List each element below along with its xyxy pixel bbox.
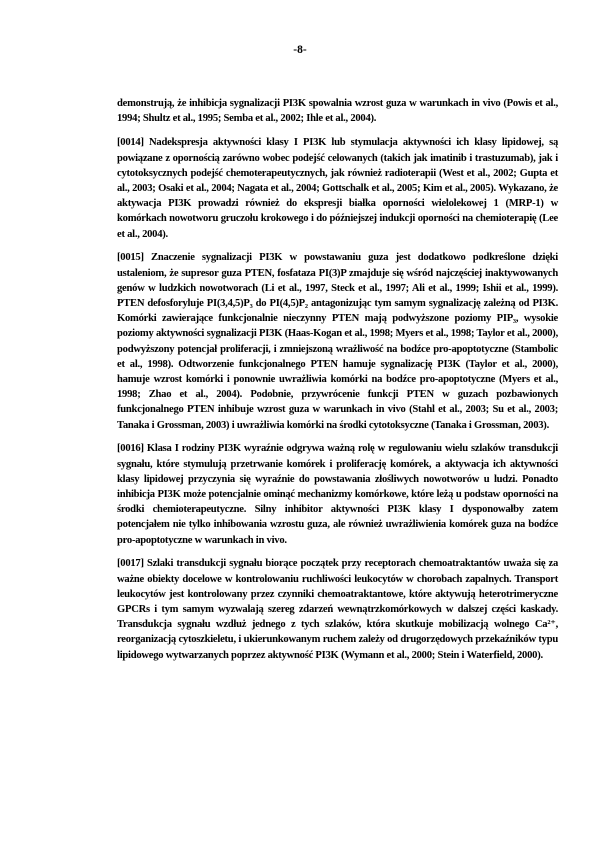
- paragraph-0015: [0015] Znaczenie sygnalizacji PI3K w powstawaniu guza jest dodatkowo podkreślone dzięki ustaleniom, że supresor guza PTEN, fosfataza PI(3)P zmajduje się wśród najczęściej inaktywowanych genów w ludzkich nowotworach (Li et al., 1997, Steck et al., 1997; Ali et al., 1999; Ishii et al., 1999). PTEN defosforyluje PI(3,4,5)P₃ do PI(4,5)P₂ antagonizując tym samym sygnalizację zależną od PI3K. Komórki zawierające funkcjonalnie nieczynny PTEN mają podwyższone poziomy PIP₃, wysokie poziomy aktywności sygnalizacji PI3K (Haas-Kogan et al., 1998; Myers et al., 1998; Taylor et al., 2000), podwyższony potencjał proliferacji, i zmniejszoną wrażliwość na bodźce pro-apoptotyczne (Stambolic et al., 1998). Odtworzenie funkcjonalnego PTEN hamuje sygnalizację PI3K (Taylor et al., 2000), hamuje wzrost komórki i ponownie uwrażliwia komórki na bodźce pro-apoptotyczne (Myers et al., 1998; Zhao et al., 2004). Podobnie, przywrócenie funkcji PTEN w guzach pozbawionych funkcjonalnego PTEN inhibuje wzrost guza w warunkach in vivo (Stahl et al., 2003; Su et al., 2003; Tanaka i Grossman, 2003) i uwrażliwia komórki na środki cytotoksyczne (Tanaka i Grossman, 2003).: [117, 252, 558, 431]
- page-number: -8-: [293, 44, 307, 56]
- paragraph-0014: [0014] Nadekspresja aktywności klasy I PI3K lub stymulacja aktywności ich klasy lipidowej, są powiązane z opornością zarówno wobec podejść celowanych (takich jak imatinib i trastuzumab), jak i cytotoksycznych podejść chemoterapeutycznych, jak również radioterapii (West et al., 2002; Gupta et al., 2003; Osaki et al., 2004; Nagata et al., 2004; Gottschalk et al., 2005; Kim et al., 2005). Wykazano, że aktywacja PI3K prowadzi również do ekspresji białka oporności wielolekowej 1 (MRP-1) w komórkach nowotworu gruczołu krokowego i do późniejszej indukcji oporności na chemioterapię (Lee et al., 2004).: [117, 137, 558, 240]
- document-body: [117, 96, 558, 671]
- paragraph-0017: [0017] Szlaki transdukcji sygnału biorące początek przy receptorach chemoatraktantów uważa się za ważne obiekty docelowe w kontrolowaniu ruchliwości leukocytów w chorobach zapalnych. Transport leukocytów jest kontrolowany przez czynniki chemoatraktantowe, które aktywują heterotrimeryczne GPCRs i tym samym wyzwalają szereg zdarzeń wewnątrzkomórkowych w dalszej części kaskady. Transdukcja sygnału wzdłuż jednego z tych szlaków, która skutkuje mobilizacją wolnego Ca²⁺, reorganizacją cytoszkieletu, i ukierunkowanym ruchem zależy od drugorzędowych przekaźników typu lipidowego wytwarzanych poprzez aktywność PI3K (Wymann et al., 2000; Stein i Waterfield, 2000).: [117, 558, 558, 661]
- paragraph-intro: demonstrują, że inhibicja sygnalizacji PI3K spowalnia wzrost guza w warunkach in vivo (Powis et al., 1994; Shultz et al., 1995; Semba et al., 2002; Ihle et al., 2004).: [117, 98, 558, 125]
- paragraph-0016: [0016] Klasa I rodziny PI3K wyraźnie odgrywa ważną rolę w regulowaniu wielu szlaków transdukcji sygnału, które stymulują przetrwanie komórek i proliferację komórek, a aktywacja ich aktywności klasy lipidowej przyczynia się wyraźnie do powstawania złośliwych nowotworów u ludzi. Ponadto inhibicja PI3K może potencjalnie ominąć mechanizmy komórkowe, które leżą u podstaw oporności na środki chemioterapeutyczne. Silny inhibitor aktywności PI3K klasy I dysponowałby zatem potencjałem nie tylko inhibowania wzrostu guza, ale również uwrażliwienia komórek guza na bodźce pro-apoptotyczne w warunkach in vivo.: [117, 443, 558, 546]
